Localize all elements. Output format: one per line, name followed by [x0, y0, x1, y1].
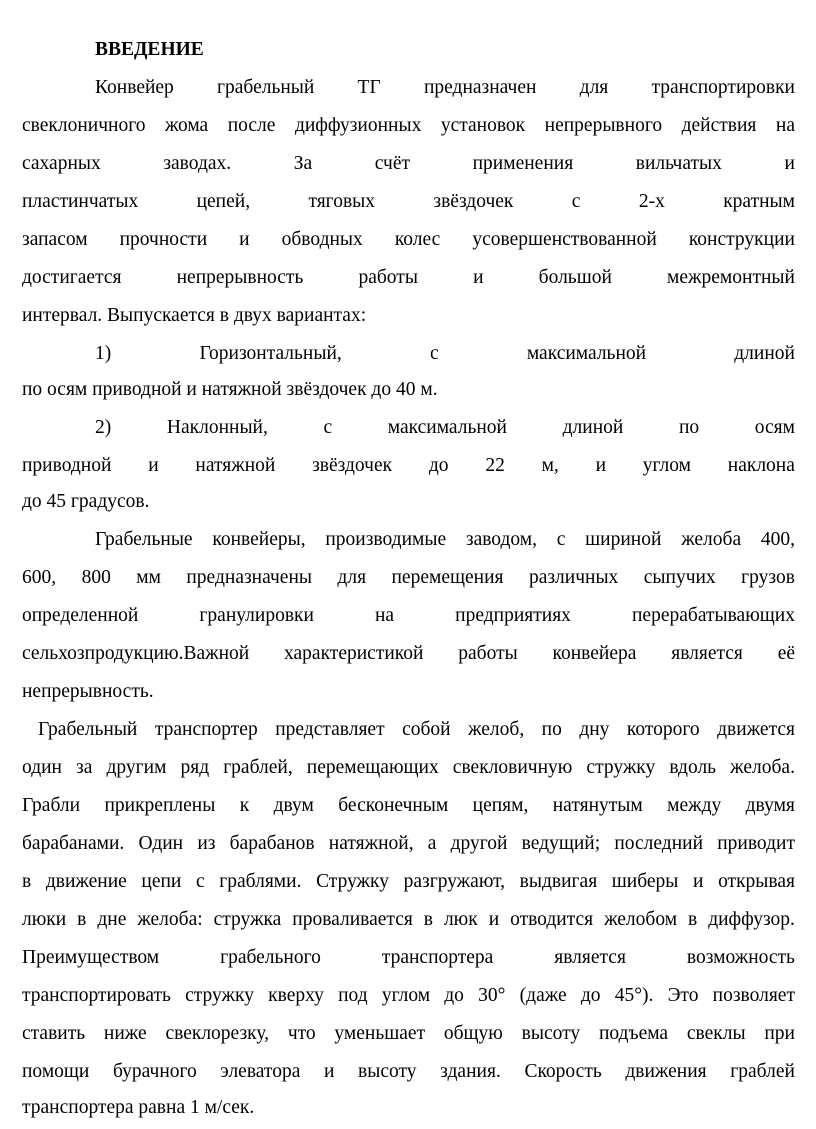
- word: до: [444, 985, 464, 1006]
- word: длиной: [562, 417, 624, 438]
- word: Грабли: [22, 795, 81, 816]
- word: и: [323, 1061, 335, 1082]
- word: максимальной: [387, 417, 507, 438]
- word: двум: [273, 795, 314, 816]
- word: с: [323, 417, 333, 438]
- text-line: [22, 566, 795, 590]
- word: дне: [97, 909, 127, 930]
- word: достигается: [22, 267, 122, 288]
- text-line: транспортера равна 1 м/сек.: [22, 1097, 255, 1118]
- word: 400,: [760, 529, 795, 550]
- text-line: до 45 градусов.: [22, 491, 150, 512]
- word: 600,: [22, 567, 57, 588]
- word: большой: [538, 267, 612, 288]
- word: её: [777, 643, 795, 664]
- word: конвейера: [552, 643, 637, 664]
- text-line: [22, 756, 795, 780]
- word: бесконечным: [338, 795, 449, 816]
- text-line: [22, 794, 795, 818]
- word: непрерывность: [176, 267, 304, 288]
- word: желоб,: [468, 719, 525, 740]
- word: барабанами.: [22, 833, 125, 854]
- word: грабельный: [217, 77, 315, 98]
- word: диффузионных: [294, 115, 422, 136]
- word: является: [671, 643, 743, 664]
- word: для: [337, 567, 367, 588]
- word: и: [473, 267, 484, 288]
- word: запасом: [22, 229, 88, 250]
- word: 800: [81, 567, 111, 588]
- word: на: [775, 115, 795, 136]
- text-line: [95, 76, 795, 100]
- word: и: [488, 909, 500, 930]
- text-line: [22, 642, 795, 666]
- word: в: [77, 909, 87, 930]
- text-line: [38, 718, 795, 742]
- word: под: [338, 985, 368, 1006]
- word: вдоль: [669, 757, 717, 778]
- word: желоба: [681, 529, 742, 550]
- word: ставить: [22, 1023, 86, 1044]
- text-line: непрерывность.: [22, 681, 154, 702]
- word: свеклорезку,: [165, 1023, 270, 1044]
- word: последний: [614, 833, 704, 854]
- word: и: [239, 229, 250, 250]
- word: один: [22, 757, 62, 778]
- word: Скорость: [524, 1061, 602, 1082]
- word: граблей,: [223, 757, 293, 778]
- word: предназначены: [186, 567, 312, 588]
- word: кверху: [268, 985, 324, 1006]
- word: движется: [717, 719, 795, 740]
- text-line: [22, 870, 795, 894]
- text-line: [22, 114, 795, 138]
- word: для: [579, 77, 609, 98]
- word: приводит: [717, 833, 795, 854]
- word: транспортировки: [651, 77, 795, 98]
- word: углом: [642, 455, 691, 476]
- word: мм: [136, 567, 161, 588]
- word: приводной: [22, 455, 112, 476]
- word: люк: [443, 909, 478, 930]
- word: прочности: [119, 229, 208, 250]
- word: цепи: [141, 871, 182, 892]
- word: цепям,: [472, 795, 529, 816]
- word: люки: [22, 909, 67, 930]
- text-line: [22, 832, 795, 856]
- word: перерабатывающих: [632, 605, 795, 626]
- word: натяжной,: [328, 833, 414, 854]
- text-line: по осям приводной и натяжной звёздочек до 40 м.: [22, 379, 438, 400]
- word: пластинчатых: [22, 191, 139, 212]
- word: осям: [754, 417, 795, 438]
- word: (даже: [519, 985, 567, 1006]
- word: является: [554, 947, 626, 968]
- word: звёздочек: [312, 455, 393, 476]
- word: по: [541, 719, 562, 740]
- word: 2): [95, 417, 112, 438]
- text-line: интервал. Выпускается в двух вариантах:: [22, 305, 367, 326]
- word: Наклонный,: [166, 417, 268, 438]
- word: усовершенствованной: [472, 229, 657, 250]
- word: с: [429, 343, 439, 364]
- word: грузов: [741, 567, 795, 588]
- word: прикреплены: [104, 795, 216, 816]
- word: характеристикой: [284, 643, 424, 664]
- text-line: [22, 152, 795, 176]
- text-line: [22, 190, 795, 214]
- word: непрерывного: [544, 115, 663, 136]
- word: а: [427, 833, 437, 854]
- word: стружка: [213, 909, 282, 930]
- word: до: [580, 985, 601, 1006]
- word: высоту: [358, 1061, 417, 1082]
- word: двумя: [745, 795, 795, 816]
- word: предназначен: [423, 77, 537, 98]
- word: межремонтный: [667, 267, 795, 288]
- word: высоту: [521, 1023, 581, 1044]
- word: за: [76, 757, 93, 778]
- word: обводных: [281, 229, 363, 250]
- word: За: [293, 153, 313, 174]
- word: и: [693, 871, 704, 892]
- word: 2-х: [638, 191, 665, 212]
- word: углом: [381, 985, 431, 1006]
- word: счёт: [374, 153, 411, 174]
- word: после: [227, 115, 276, 136]
- text-line: [22, 984, 795, 1008]
- word: из: [197, 833, 216, 854]
- word: натяжной: [195, 455, 276, 476]
- word: длиной: [734, 343, 795, 364]
- word: подъема: [598, 1023, 669, 1044]
- word: в: [423, 909, 433, 930]
- text-line: [22, 604, 795, 628]
- text-line: [95, 416, 795, 440]
- word: общую: [443, 1023, 503, 1044]
- word: заводах.: [163, 153, 232, 174]
- word: тяговых: [308, 191, 376, 212]
- text-line: [22, 1060, 795, 1084]
- word: ТГ: [357, 77, 381, 98]
- word: элеватора: [220, 1061, 301, 1082]
- word: Это: [667, 985, 699, 1006]
- word: шиберы: [611, 871, 679, 892]
- word: максимальной: [526, 343, 647, 364]
- word: предприятиях: [455, 605, 571, 626]
- word: бурачного: [112, 1061, 197, 1082]
- word: на: [375, 605, 395, 626]
- word: вильчатых: [635, 153, 722, 174]
- word: барабанов: [229, 833, 315, 854]
- word: Конвейер: [95, 77, 174, 98]
- text-line: [95, 342, 795, 366]
- word: м,: [541, 455, 559, 476]
- word: выдвигая: [519, 871, 598, 892]
- word: перемещения: [391, 567, 504, 588]
- word: в: [688, 909, 698, 930]
- word: транспортера: [381, 947, 494, 968]
- word: при: [764, 1023, 795, 1044]
- text-line: [22, 946, 795, 970]
- word: конструкции: [688, 229, 795, 250]
- text-line: [95, 528, 795, 552]
- word: конвейеры,: [212, 529, 306, 550]
- word: ряд: [180, 757, 210, 778]
- word: по: [678, 417, 700, 438]
- word: к: [239, 795, 250, 816]
- word: 1): [95, 343, 112, 364]
- word: желоба.: [730, 757, 795, 778]
- word: сыпучих: [643, 567, 716, 588]
- word: гранулировки: [199, 605, 314, 626]
- word: сахарных: [22, 153, 101, 174]
- word: дну: [579, 719, 610, 740]
- word: проваливается: [292, 909, 413, 930]
- word: между: [667, 795, 722, 816]
- word: другой: [450, 833, 508, 854]
- word: возможность: [686, 947, 795, 968]
- text-line: [22, 228, 795, 252]
- word: с: [556, 529, 566, 550]
- word: желобом: [604, 909, 678, 930]
- word: натянутым: [552, 795, 643, 816]
- word: транспортировать: [22, 985, 171, 1006]
- word: свеклы: [686, 1023, 746, 1044]
- word: до: [428, 455, 449, 476]
- word: уменьшает: [334, 1023, 426, 1044]
- word: здания.: [440, 1061, 501, 1082]
- word: звёздочек: [433, 191, 514, 212]
- word: наклона: [727, 455, 795, 476]
- word: транспортер: [154, 719, 258, 740]
- word: граблей: [730, 1061, 795, 1082]
- text-line: [22, 908, 795, 932]
- word: Преимуществом: [22, 947, 160, 968]
- word: и: [784, 153, 795, 174]
- word: установок: [440, 115, 526, 136]
- word: ниже: [103, 1023, 147, 1044]
- word: различных: [528, 567, 619, 588]
- word: колес: [394, 229, 441, 250]
- word: работы: [458, 643, 518, 664]
- word: стружку: [185, 985, 254, 1006]
- word: движение: [45, 871, 127, 892]
- word: отводится: [510, 909, 594, 930]
- word: представляет: [275, 719, 385, 740]
- word: разгружают,: [403, 871, 506, 892]
- word: действия: [681, 115, 757, 136]
- word: диффузор.: [708, 909, 795, 930]
- word: шириной: [585, 529, 662, 550]
- word: позволяет: [712, 985, 795, 1006]
- word: Грабельный: [38, 719, 138, 740]
- word: свекловичную: [452, 757, 573, 778]
- word: перемещающих: [306, 757, 439, 778]
- word: Один: [138, 833, 184, 854]
- word: граблями.: [219, 871, 302, 892]
- text-line: [22, 266, 795, 290]
- word: цепей,: [196, 191, 251, 212]
- word: 30°: [478, 985, 506, 1006]
- text-line: [22, 1022, 795, 1046]
- word: помощи: [22, 1061, 90, 1082]
- word: применения: [472, 153, 574, 174]
- word: жома: [164, 115, 209, 136]
- word: другим: [106, 757, 167, 778]
- document-title: ВВЕДЕНИЕ: [95, 39, 204, 60]
- word: и: [595, 455, 607, 476]
- word: которого: [626, 719, 700, 740]
- word: Стружку: [316, 871, 389, 892]
- word: грабельного: [220, 947, 321, 968]
- word: собой: [402, 719, 451, 740]
- word: ведущий;: [521, 833, 601, 854]
- word: производимые: [325, 529, 447, 550]
- word: Грабельные: [95, 529, 193, 550]
- word: и: [148, 455, 159, 476]
- word: с: [195, 871, 205, 892]
- word: сельхозпродукцию.Важной: [22, 643, 250, 664]
- word: стружку: [586, 757, 656, 778]
- word: с: [571, 191, 581, 212]
- word: кратным: [723, 191, 795, 212]
- word: 45°).: [614, 985, 654, 1006]
- word: желоба:: [137, 909, 203, 930]
- word: работы: [358, 267, 418, 288]
- word: свеклоничного: [22, 115, 146, 136]
- word: что: [287, 1023, 316, 1044]
- word: движения: [625, 1061, 707, 1082]
- text-line: [22, 454, 795, 478]
- word: Горизонтальный,: [199, 343, 342, 364]
- word: заводом,: [465, 529, 538, 550]
- word: определенной: [22, 605, 139, 626]
- word: открывая: [718, 871, 795, 892]
- word: 22: [485, 455, 505, 476]
- word: в: [22, 871, 32, 892]
